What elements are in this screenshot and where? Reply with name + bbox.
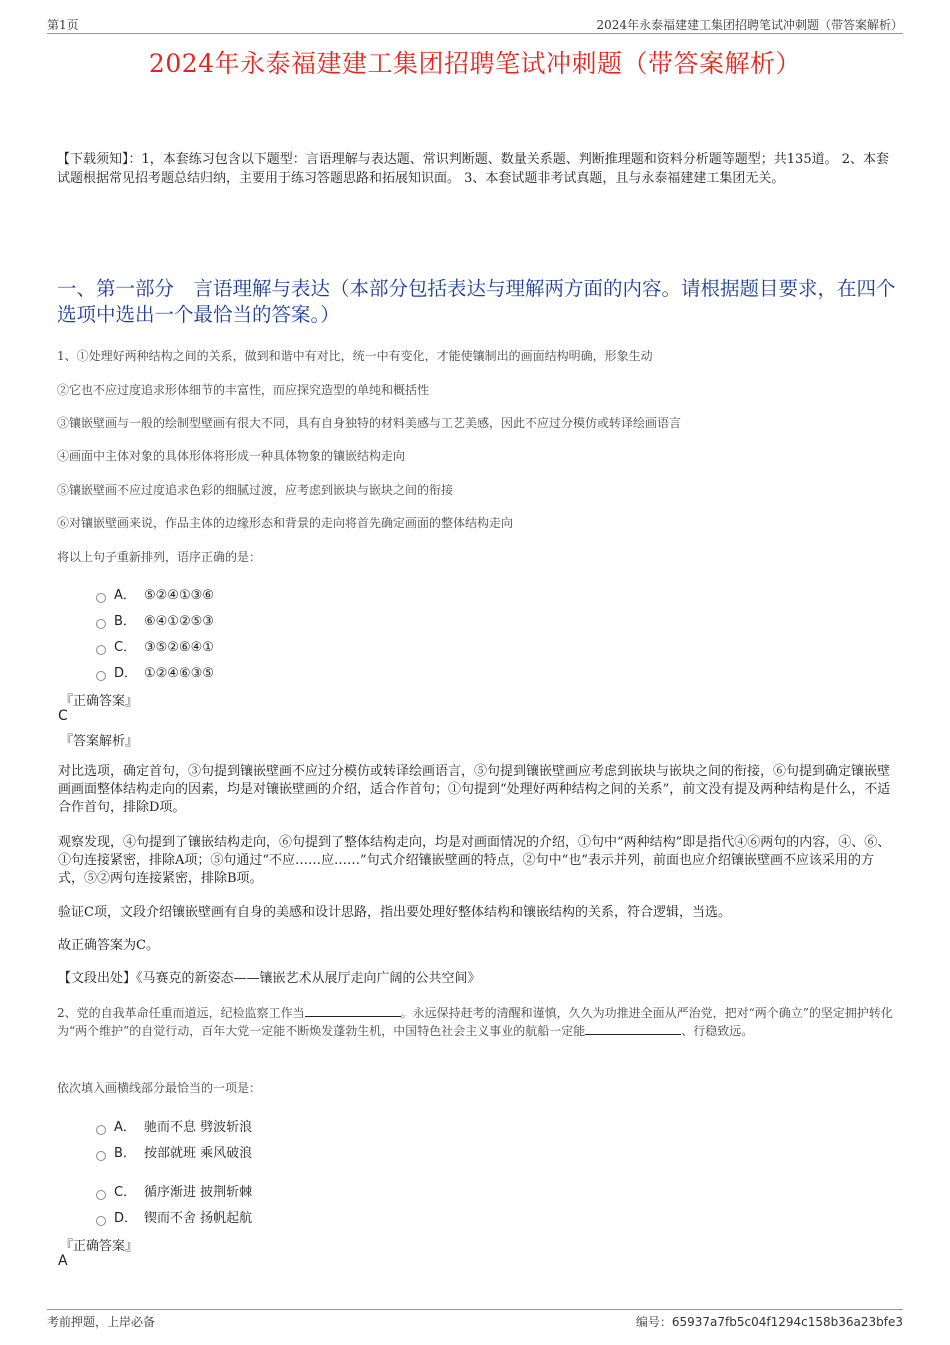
q1-line-4: ④画面中主体对象的具体形体将形成一种具体物象的镶嵌结构走向	[57, 449, 406, 463]
radio-icon[interactable]	[96, 593, 106, 603]
q1-prompt: 将以上句子重新排列，语序正确的是：	[57, 550, 262, 564]
q1-line-3: ③镶嵌壁画与一般的绘制型壁画有很大不同，具有自身独特的材料美感与工艺美感，因此不应过分模仿或转译绘画语言	[57, 416, 682, 430]
q1-option-a[interactable]: A． ⑤②④①③⑥	[96, 584, 214, 603]
radio-icon[interactable]	[96, 1190, 106, 1200]
radio-icon[interactable]	[96, 1216, 106, 1226]
radio-icon[interactable]	[96, 1151, 106, 1161]
radio-icon[interactable]	[96, 1125, 106, 1135]
q2-stem: 2、党的自我革命任重而道远，纪检监察工作当 。永远保持赶考的清醒和谨慎，久久为功推进全面从严治党，把对“两个确立”的坚定拥护转化为“两个维护”的自觉行动，百年大党一定能不断焕发蓬勃生机，中国特色社会主义事业的航船一定能 、行稳致远。	[57, 1006, 893, 1038]
q1-line-1: 1、①处理好两种结构之间的关系，做到和谐中有对比，统一中有变化，才能使镶制出的画面结构明确，形象生动	[57, 349, 653, 363]
q1-analysis-2: 观察发现，④句提到了镶嵌结构走向，⑥句提到了整体结构走向，均是对画面情况的介绍，①句中“两种结构”即是指代④⑥两句的内容，④、⑥、①句连接紧密，排除A项；⑤句通过“不应……应……”句式介绍镶嵌壁画的特点，②句中“也”表示并列，前面也应介绍镶嵌壁画不应该采用的方式，⑤②两句连接紧密，排除B项。	[58, 835, 891, 886]
q2-option-c[interactable]: C． 循序渐进 披荆斩棘	[96, 1181, 252, 1200]
q1-option-b[interactable]: B． ⑥④①②⑤③	[96, 610, 214, 629]
q2-option-a[interactable]: A． 驰而不息 劈波斩浪	[96, 1116, 252, 1135]
header-divider	[47, 33, 903, 34]
footer-slogan: 考前押题，上岸必备	[47, 1315, 156, 1329]
radio-icon[interactable]	[96, 619, 106, 629]
page-number: 第1页	[47, 18, 79, 32]
q2-prompt: 依次填入画横线部分最恰当的一项是：	[57, 1081, 262, 1095]
q2-answer-label: 『正确答案』	[60, 1239, 139, 1254]
q1-line-2: ②它也不应过度追求形体细节的丰富性，而应探究造型的单纯和概括性	[57, 383, 430, 397]
footer-divider	[47, 1309, 903, 1310]
q1-option-c[interactable]: C． ③⑤②⑥④①	[96, 636, 214, 655]
q1-analysis-4: 故正确答案为C。	[58, 938, 159, 953]
footer-code: 编号：65937a7fb5c04f1294c158b36a23bfe3	[635, 1315, 903, 1329]
section-title: 一、第一部分 言语理解与表达（本部分包括表达与理解两方面的内容。请根据题目要求，在四个选项中选出一个最恰当的答案。）	[57, 277, 896, 326]
header-doc-title: 2024年永泰福建建工集团招聘笔试冲刺题（带答案解析）	[596, 18, 903, 32]
q2-answer: A	[58, 1253, 68, 1269]
download-notice: 【下载须知】：1，本套练习包含以下题型：言语理解与表达题、常识判断题、数量关系题、判断推理题和资料分析题等题型；共135道。 2、本套试题根据常见招考题总结归纳，主要用于练习答题思路和拓展知识面。 3、本套试题非考试真题，且与永泰福建建工集团无关。	[57, 152, 889, 186]
fill-blank-1	[305, 1006, 401, 1017]
q1-option-d[interactable]: D． ①②④⑥③⑤	[96, 662, 214, 681]
q2-option-b[interactable]: B． 按部就班 乘风破浪	[96, 1142, 252, 1161]
q1-answer: C	[58, 708, 68, 724]
q1-analysis-1: 对比选项，确定首句，③句提到镶嵌壁画不应过分模仿或转译绘画语言，⑤句提到镶嵌壁画应考虑到嵌块与嵌块之间的衔接，⑥句提到确定镶嵌壁画画面整体结构走向的因素，均是对镶嵌壁画的介绍，适合作首句；①句提到“处理好两种结构之间的关系”，前文没有提及两种结构是什么，不适合作首句，排除D项。	[58, 764, 891, 815]
q1-line-5: ⑤镶嵌壁画不应过度追求色彩的细腻过渡，应考虑到嵌块与嵌块之间的衔接	[57, 483, 454, 497]
q1-answer-label: 『正确答案』	[60, 694, 139, 709]
fill-blank-2	[585, 1024, 681, 1035]
q1-analysis-3: 验证C项，文段介绍镶嵌壁画有自身的美感和设计思路，指出要处理好整体结构和镶嵌结构的关系，符合逻辑，当选。	[58, 905, 731, 920]
radio-icon[interactable]	[96, 645, 106, 655]
q1-source: 【文段出处】《马赛克的新姿态——镶嵌艺术从展厅走向广阔的公共空间》	[58, 971, 481, 986]
radio-icon[interactable]	[96, 671, 106, 681]
q1-line-6: ⑥对镶嵌壁画来说，作品主体的边缘形态和背景的走向将首先确定画面的整体结构走向	[57, 516, 514, 530]
q1-analysis-label: 『答案解析』	[60, 734, 139, 749]
q2-option-d[interactable]: D． 锲而不舍 扬帆起航	[96, 1207, 252, 1226]
page-title: 2024年永泰福建建工集团招聘笔试冲刺题（带答案解析）	[148, 49, 802, 78]
